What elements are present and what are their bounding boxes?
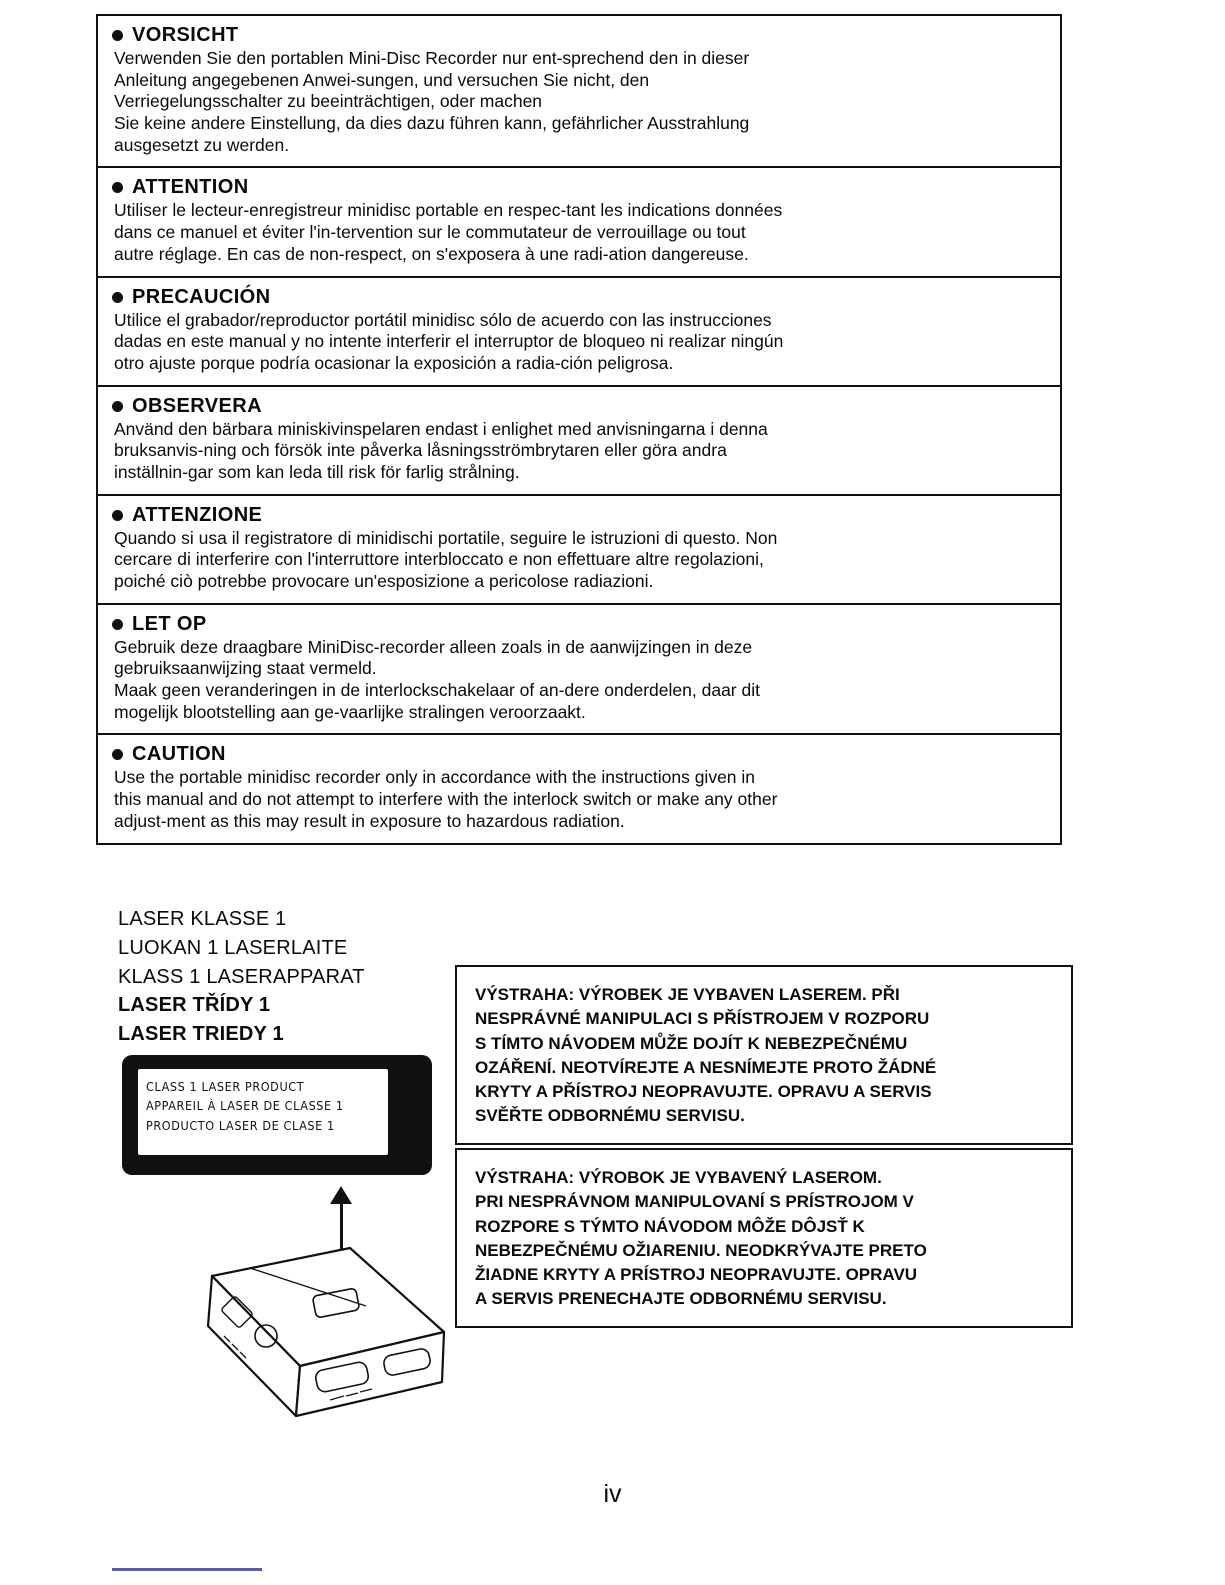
warning-line: Anleitung angegebenen Anwei-sungen, und versuchen Sie nicht, den — [114, 69, 650, 90]
notice-line: KRYTY A PŘÍSTROJ NEOPRAVUJTE. OPRAVU A SERVIS — [475, 1082, 932, 1102]
notice-box-czech — [455, 965, 1073, 1145]
warning-heading — [112, 743, 1048, 766]
warning-line: otro ajuste porque podría ocasionar la exposición a radia-ción peligrosa. — [114, 352, 674, 373]
laser-class-line: LASER KLASSE 1 — [118, 908, 287, 930]
bullet-icon — [112, 182, 123, 193]
notice-line: ŽIADNE KRYTY A PRÍSTROJ NEOPRAVUJTE. OPRAVU — [475, 1265, 918, 1285]
warning-heading-text: VORSICHT — [132, 24, 239, 46]
warning-block-caution — [98, 735, 1060, 842]
warning-line: autre réglage. En cas de non-respect, on s'exposera à une radi-ation dangereuse. — [114, 243, 749, 264]
warning-body — [112, 419, 1048, 484]
warning-line: Använd den bärbara miniskivinspelaren endast i enlighet med anvisningarna i denna — [114, 418, 768, 439]
warning-body — [112, 528, 1048, 593]
warning-body — [112, 767, 1048, 832]
notice-line: A SERVIS PRENECHAJTE ODBORNÉMU SERVISU. — [475, 1289, 887, 1309]
notice-box-slovak — [455, 1148, 1073, 1328]
warning-block-attenzione — [98, 496, 1060, 605]
warning-heading — [112, 395, 1048, 418]
warning-line: dans ce manuel et éviter l'in-tervention sur le commutateur de verrouillage ou tout — [114, 222, 746, 243]
notice-line: S TÍMTO NÁVODEM MŮŽE DOJÍT K NEBEZPEČNÉMU — [475, 1033, 908, 1053]
page-number: iv — [603, 1480, 622, 1508]
laser-class-list — [118, 905, 365, 1049]
warning-body — [112, 310, 1048, 375]
notice-line: OZÁŘENÍ. NEOTVÍREJTE A NESNÍMEJTE PROTO ŽÁDNÉ — [475, 1057, 937, 1077]
product-label-plate — [138, 1069, 388, 1155]
laser-class-line: LASER TŘÍDY 1 — [118, 994, 271, 1017]
notice-line: VÝSTRAHA: VÝROBOK JE VYBAVENÝ LASEROM. — [475, 1168, 882, 1187]
warning-line: Utiliser le lecteur-enregistreur minidisc portable en respec-tant les indications données — [114, 200, 783, 221]
warning-heading — [112, 24, 1048, 47]
product-label-line: PRODUCTO LASER DE CLASE 1 — [146, 1117, 335, 1133]
bullet-icon — [112, 292, 123, 303]
laser-class-line: LUOKAN 1 LASERLAITE — [118, 936, 348, 959]
warning-line: Use the portable minidisc recorder only in accordance with the instructions given in — [114, 767, 756, 788]
notice-text — [475, 1166, 1057, 1312]
warning-line: mogelijk blootstelling aan ge-vaarlijke stralingen veroorzaakt. — [114, 701, 586, 722]
warning-line: Utilice el grabador/reproductor portátil minidisc sólo de acuerdo con las instrucciones — [114, 309, 772, 330]
notice-line: NESPRÁVNÉ MANIPULACI S PŘÍSTROJEM V ROZPORU — [475, 1009, 930, 1029]
warning-heading — [112, 176, 1048, 199]
warning-line: poiché ciò potrebbe provocare un'esposizione a pericolose radiazioni. — [114, 571, 654, 591]
warning-line: Verriegelungsschalter zu beeinträchtigen, oder machen — [114, 91, 543, 112]
warning-line: bruksanvis-ning och försök inte påverka låsningsströmbrytaren eller göra andra — [114, 440, 727, 461]
bullet-icon — [112, 619, 123, 630]
product-label-line: APPAREIL À LASER DE CLASSE 1 — [146, 1098, 344, 1114]
notice-line: NEBEZPEČNÉMU OŽIARENIU. NEODKRÝVAJTE PRETO — [475, 1240, 927, 1260]
warning-block-vorsicht — [98, 16, 1060, 168]
notice-text — [475, 983, 1057, 1129]
warning-heading-text: ATTENTION — [132, 176, 249, 199]
laser-class-line: LASER TRIEDY 1 — [118, 1023, 284, 1046]
warning-line: ausgesetzt zu werden. — [114, 134, 290, 155]
laser-class-line: KLASS 1 LASERAPPARAT — [118, 965, 365, 988]
warning-line: Gebruik deze draagbare MiniDisc-recorder alleen zoals in de aanwijzingen in deze — [114, 636, 753, 657]
warning-line: Verwenden Sie den portablen Mini-Disc Recorder nur ent-sprechend den in dieser — [114, 48, 750, 68]
warning-line: adjust-ment as this may result in exposure to hazardous radiation. — [114, 810, 625, 831]
notice-line: VÝSTRAHA: VÝROBEK JE VYBAVEN LASEREM. PŘI — [475, 985, 900, 1004]
minidisc-recorder-illustration — [100, 1240, 460, 1470]
warning-body — [112, 48, 1048, 156]
warning-body — [112, 200, 1048, 265]
warning-block-observera — [98, 387, 1060, 496]
warning-heading-text: PRECAUCIÓN — [132, 285, 271, 308]
warning-table — [96, 14, 1062, 845]
warning-heading — [112, 504, 1048, 527]
warning-heading — [112, 286, 1048, 309]
product-label-graphic — [122, 1055, 432, 1175]
warning-block-attention — [98, 168, 1060, 277]
bullet-icon — [112, 401, 123, 412]
warning-line: Sie keine andere Einstellung, da dies dazu führen kann, gefährlicher Ausstrahlung — [114, 113, 750, 134]
notice-line: PRI NESPRÁVNOM MANIPULOVANÍ S PRÍSTROJOM V — [475, 1192, 914, 1212]
warning-line: inställnin-gar som kan leda till risk för farlig strålning. — [114, 461, 520, 482]
bullet-icon — [112, 749, 123, 760]
product-label-line: CLASS 1 LASER PRODUCT — [146, 1079, 305, 1094]
warning-block-letop — [98, 605, 1060, 736]
warning-line: Quando si usa il registratore di minidischi portatile, seguire le istruzioni di questo. Non — [114, 527, 778, 548]
warning-heading-text: OBSERVERA — [132, 394, 262, 417]
warning-line: Maak geen veranderingen in de interlockschakelaar of an-dere onderdelen, daar dit — [114, 680, 760, 701]
bullet-icon — [112, 30, 123, 41]
warning-heading-text: ATTENZIONE — [132, 503, 263, 526]
warning-line: this manual and do not attempt to interfere with the interlock switch or make any other — [114, 789, 778, 810]
warning-heading-text: LET OP — [132, 612, 207, 635]
warning-line: dadas en este manual y no intente interferir el interruptor de bloqueo ni realizar ningún — [114, 331, 784, 352]
warning-heading-text: CAUTION — [132, 743, 226, 766]
notice-line: ROZPORE S TÝMTO NÁVODOM MÔŽE DÔJSŤ K — [475, 1216, 865, 1236]
warning-body — [112, 637, 1048, 724]
bullet-icon — [112, 510, 123, 521]
warning-block-precaucion — [98, 278, 1060, 387]
warning-heading — [112, 613, 1048, 636]
warning-line: cercare di interferire con l'interruttore interbloccato e non effettuare altre regolazioni, — [114, 549, 764, 570]
notice-line: SVĚŘTE ODBORNÉMU SERVISU. — [475, 1106, 745, 1126]
scan-edge-mark — [112, 1568, 262, 1571]
device-drawing-svg — [100, 1240, 460, 1470]
warning-line: gebruiksaanwijzing staat vermeld. — [114, 658, 377, 679]
